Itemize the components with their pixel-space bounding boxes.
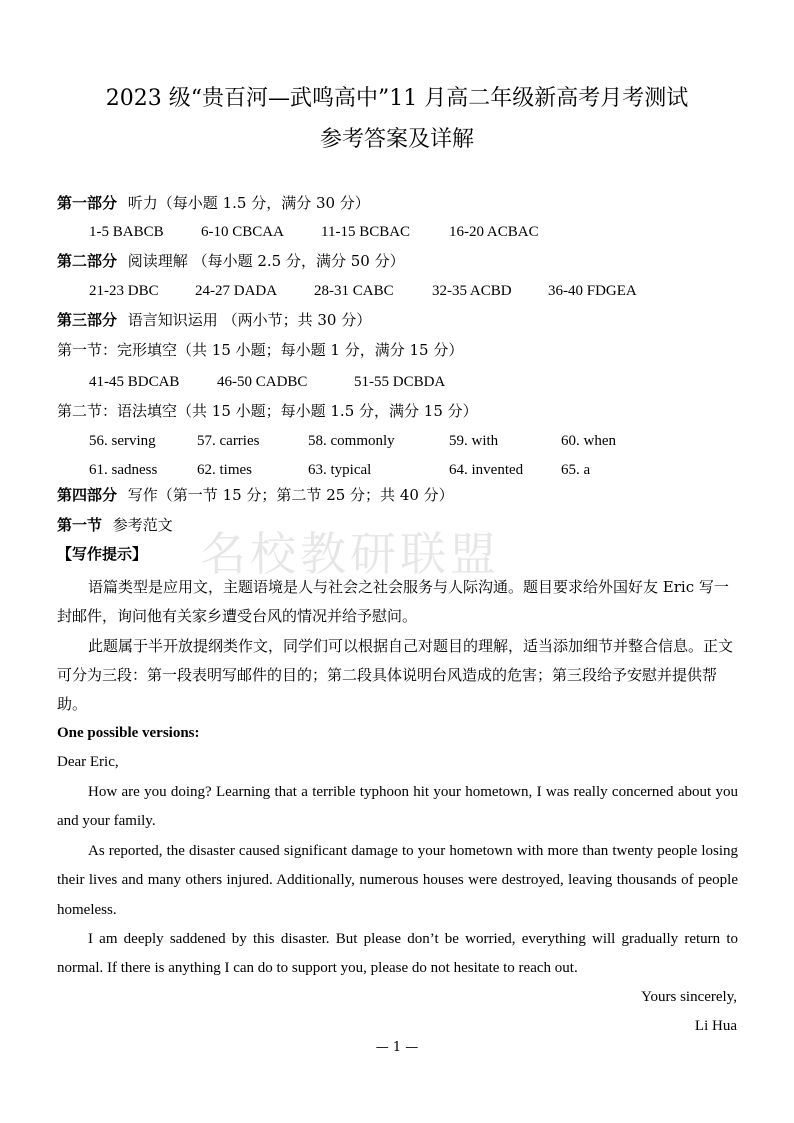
letter-paragraph: I am deeply saddened by this disaster. But please don’t be worried, everything will gradually return to normal. If there is anything I can do to support you, please do not hesitate to reach out. [57,931,738,977]
page-number: — 1 — [375,1040,419,1055]
letter-closing: Yours sincerely, [641,989,737,1005]
answer-group: 24-27 DADA [195,283,278,299]
letter-greeting: Dear Eric, [57,754,119,770]
part4-desc: 写作（第一节 15 分；第二节 25 分；共 40 分） [127,486,454,504]
answer-group: 46-50 CADBC [217,374,308,390]
grammar-answer: 61. sadness [89,462,158,478]
grammar-answer: 58. commonly [308,433,395,449]
letter-paragraph: How are you doing? Learning that a terrible typhoon hit your hometown, I was really concerned about you and your family. [57,784,738,830]
part3-desc: 语言知识运用 （两小节；共 30 分） [127,311,372,329]
answer-group: 41-45 BDCAB [89,374,180,390]
cloze-heading: 第一节：完形填空（共 15 小题；每小题 1 分，满分 15 分） [57,341,464,359]
part3-heading [57,309,371,331]
grammar-answer: 64. invented [449,462,524,478]
part1-label: 第一部分 [57,194,118,212]
part1-heading [57,192,370,214]
watermark: 名校教研联盟 [200,527,500,581]
grammar-answer: 63. typical [308,462,372,478]
part2-heading [57,250,405,272]
part2-desc: 阅读理解 （每小题 2.5 分，满分 50 分） [127,252,405,270]
answer-group: 11-15 BCBAC [321,224,411,240]
answer-group: 28-31 CABC [314,283,394,299]
answer-group: 1-5 BABCB [89,224,164,240]
document-subtitle: 参考答案及详解 [319,127,474,152]
grammar-heading: 第二节：语法填空（共 15 小题；每小题 1.5 分，满分 15 分） [57,402,478,420]
grammar-answer: 59. with [449,433,499,449]
document-title: 2023 级“贵百河—武鸣高中”11 月高二年级新高考月考测试 [105,86,689,111]
tips-paragraph: 此题属于半开放提纲类作文，同学们可以根据自己对题目的理解，适当添加细节并整合信息。正文可分为三段：第一段表明写邮件的目的；第二段具体说明台风造成的危害；第三段给予安慰并提供帮助。 [57,637,734,713]
answer-group: 6-10 CBCAA [201,224,284,240]
grammar-answer: 56. serving [89,433,156,449]
grammar-answer: 65. a [561,462,591,478]
letter-signature: Li Hua [694,1018,737,1034]
answer-group: 21-23 DBC [89,283,159,299]
answer-group: 16-20 ACBAC [449,224,539,240]
part3-label: 第三部分 [57,311,118,329]
part4-label: 第四部分 [57,486,118,504]
answer-group: 32-35 ACBD [432,283,512,299]
writing-section-label: 第一节 [57,516,103,534]
part4-heading [57,484,454,506]
tips-paragraph: 语篇类型是应用文，主题语境是人与社会之社会服务与人际沟通。题目要求给外国好友 Eric 写一封邮件，询问他有关家乡遭受台风的情况并给予慰问。 [57,578,729,625]
grammar-answer: 57. carries [197,433,260,449]
answer-group: 36-40 FDGEA [548,283,637,299]
sample-heading: One possible versions: [57,725,200,741]
writing-section-heading [57,514,173,536]
part2-label: 第二部分 [57,252,118,270]
answer-group: 51-55 DCBDA [354,374,446,390]
grammar-answer: 62. times [197,462,252,478]
letter-paragraph: As reported, the disaster caused significant damage to your hometown with more than twenty people losing their lives and many others injured. Additionally, numerous houses were destroyed, leaving thousands of people homeless. [57,843,738,918]
writing-section-desc: 参考范文 [112,516,173,534]
grammar-answer: 60. when [561,433,616,449]
tips-heading: 【写作提示】 [57,545,148,563]
part1-desc: 听力（每小题 1.5 分，满分 30 分） [127,194,370,212]
